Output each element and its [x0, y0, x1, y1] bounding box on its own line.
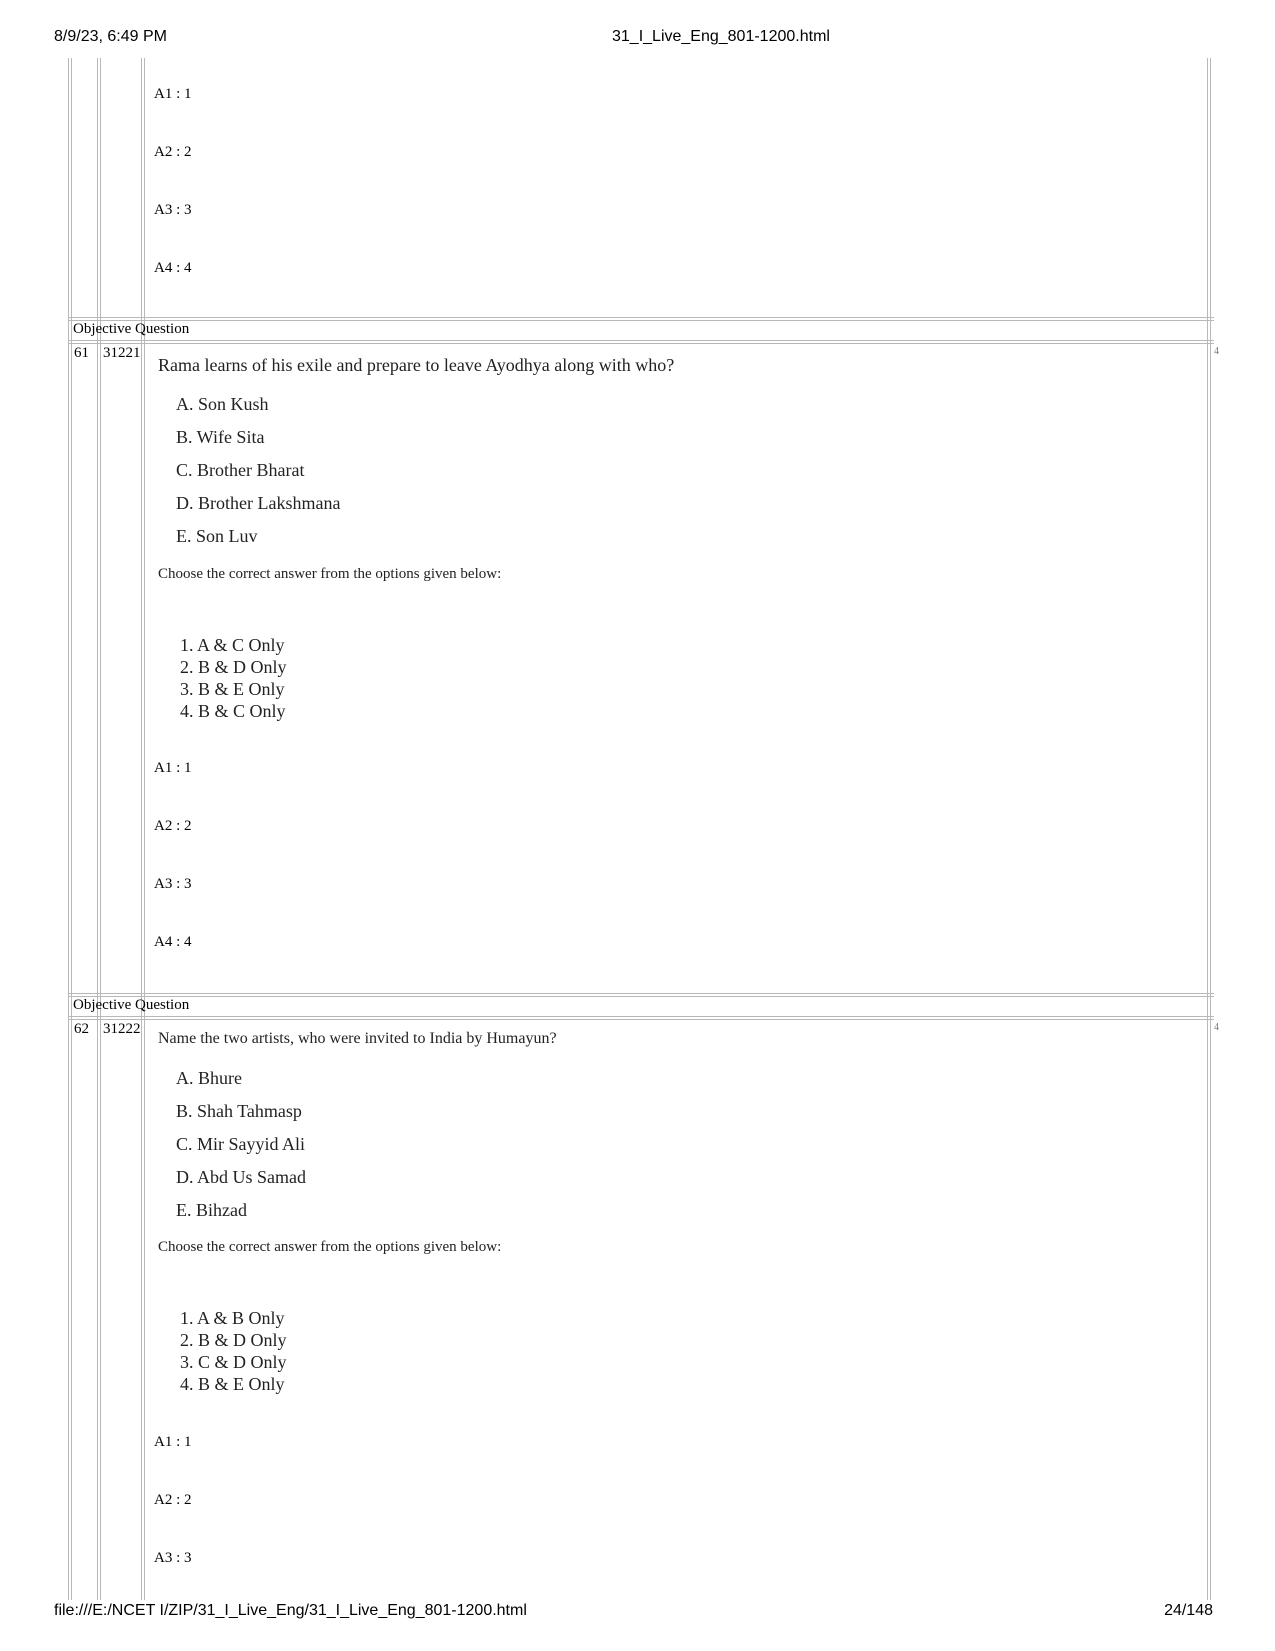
- option-d: D. Brother Lakshmana: [176, 493, 341, 513]
- question-id: 31222: [103, 1021, 141, 1037]
- option-b: B. Wife Sita: [176, 427, 265, 447]
- answer-choice-1: 1. A & B Only: [180, 1308, 285, 1328]
- question-number: 62: [74, 1021, 89, 1037]
- alternative-4: A4 : 4: [154, 260, 192, 276]
- question-number: 61: [74, 345, 89, 361]
- answer-choice-2: 2. B & D Only: [180, 657, 287, 677]
- print-header-datetime: 8/9/23, 6:49 PM: [54, 28, 167, 45]
- option-c: C. Mir Sayyid Ali: [176, 1134, 306, 1154]
- alternative-4: A4 : 4: [154, 934, 192, 950]
- answer-choice-1: 1. A & C Only: [180, 635, 285, 655]
- alternative-1: A1 : 1: [154, 86, 192, 102]
- answer-choice-3: 3. C & D Only: [180, 1352, 287, 1372]
- answer-choice-4: 4. B & C Only: [180, 701, 286, 721]
- alternative-1: A1 : 1: [154, 760, 192, 776]
- option-c: C. Brother Bharat: [176, 460, 305, 480]
- section-label: Objective Question: [73, 997, 190, 1013]
- answer-choice-4: 4. B & E Only: [180, 1374, 285, 1394]
- option-b: B. Shah Tahmasp: [176, 1101, 302, 1121]
- alternative-2: A2 : 2: [154, 144, 192, 160]
- alternative-2: A2 : 2: [154, 818, 192, 834]
- print-header-title: 31_I_Live_Eng_801-1200.html: [612, 28, 830, 45]
- alternative-3: A3 : 3: [154, 876, 192, 892]
- option-a: A. Bhure: [176, 1068, 242, 1088]
- marks-column-edge: 4: [1214, 1022, 1219, 1033]
- alternative-1: A1 : 1: [154, 1434, 192, 1450]
- section-label: Objective Question: [73, 321, 190, 337]
- question-text: Rama learns of his exile and prepare to leave Ayodhya along with who?: [158, 355, 675, 375]
- answer-choice-2: 2. B & D Only: [180, 1330, 287, 1350]
- choose-instruction: Choose the correct answer from the options given below:: [158, 566, 502, 582]
- print-footer-page-number: 24/148: [1164, 1602, 1213, 1619]
- option-e: E. Bihzad: [176, 1200, 247, 1220]
- option-d: D. Abd Us Samad: [176, 1167, 306, 1187]
- print-footer-url: file:///E:/NCET I/ZIP/31_I_Live_Eng/31_I_Live_Eng_801-1200.html: [54, 1602, 527, 1619]
- option-a: A. Son Kush: [176, 394, 269, 414]
- choose-instruction: Choose the correct answer from the options given below:: [158, 1239, 502, 1255]
- marks-column-edge: 4: [1214, 346, 1219, 357]
- alternative-3: A3 : 3: [154, 202, 192, 218]
- alternative-2: A2 : 2: [154, 1492, 192, 1508]
- question-text: Name the two artists, who were invited to India by Humayun?: [158, 1030, 557, 1047]
- alternative-3: A3 : 3: [154, 1550, 192, 1566]
- answer-choice-3: 3. B & E Only: [180, 679, 285, 699]
- question-id: 31221: [103, 345, 141, 361]
- option-e: E. Son Luv: [176, 526, 258, 546]
